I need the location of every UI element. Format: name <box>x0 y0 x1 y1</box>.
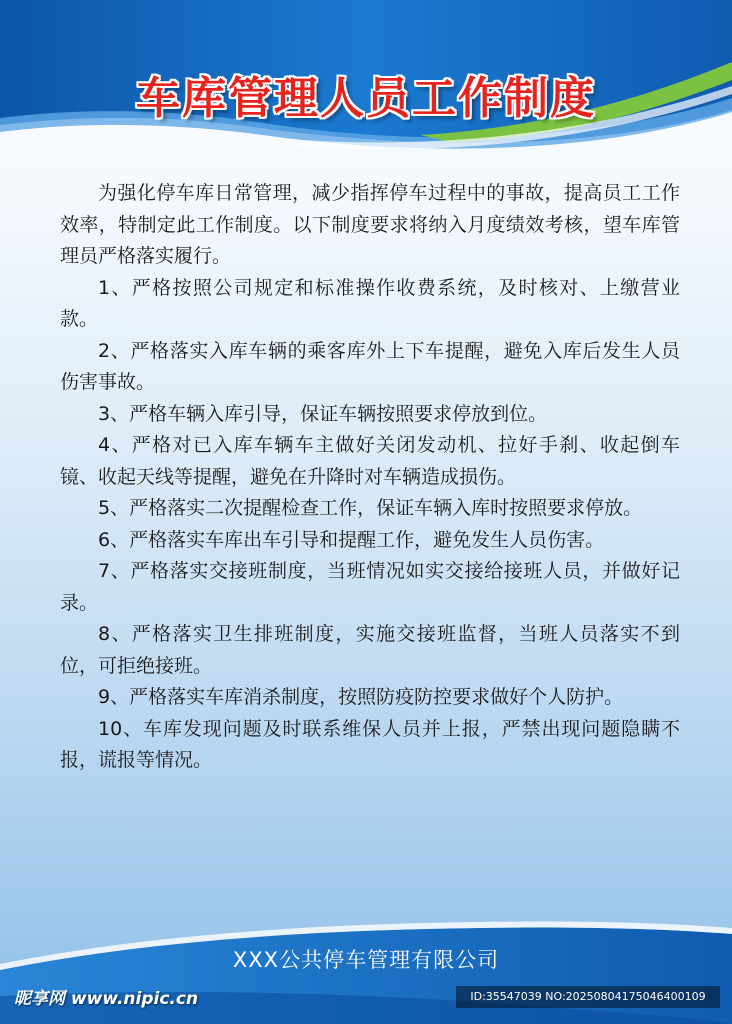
rule-item: 2、严格落实入库车辆的乘客库外上下车提醒，避免入库后发生人员伤害事故。 <box>60 339 680 393</box>
rule-item: 7、严格落实交接班制度，当班情况如实交接给接班人员，并做好记录。 <box>60 560 680 614</box>
regulation-body <box>60 178 680 777</box>
rule-item: 9、严格落实车库消杀制度，按照防疫防控要求做好个人防护。 <box>98 686 624 708</box>
company-name: XXX公共停车管理有限公司 <box>232 948 500 972</box>
rule-item: 3、严格车辆入库引导，保证车辆按照要求停放到位。 <box>98 402 548 425</box>
rule-item: 4、严格对已入库车辆车主做好关闭发动机、拉好手刹、收起倒车镜、收起天线等提醒，避免在升降时对车辆造成损伤。 <box>60 434 680 488</box>
rule-item: 5、严格落实二次提醒检查工作，保证车辆入库时按照要求停放。 <box>98 497 643 519</box>
rule-item: 1、严格按照公司规定和标准操作收费系统，及时核对、上缴营业款。 <box>60 276 680 330</box>
rule-item: 8、严格落实卫生排班制度，实施交接班监督，当班人员落实不到位，可拒绝接班。 <box>60 623 680 677</box>
page-title: 车库管理人员工作制度 <box>136 73 596 124</box>
intro-paragraph: 为强化停车库日常管理，减少指挥停车过程中的事故，提高员工工作效率，特制定此工作制度。以下制度要求将纳入月度绩效考核，望车库管理员严格落实履行。 <box>60 182 680 267</box>
rule-item: 6、严格落实车库出车引导和提醒工作，避免发生人员伤害。 <box>98 528 605 551</box>
image-id-label: ID:35547039 NO:20250804175046400109 <box>456 986 720 1008</box>
rule-item: 10、车库发现问题及时联系维保人员并上报，严禁出现问题隐瞒不报，谎报等情况。 <box>60 717 680 771</box>
watermark-logo: 昵享网 www.nipic.cn <box>14 989 199 1009</box>
